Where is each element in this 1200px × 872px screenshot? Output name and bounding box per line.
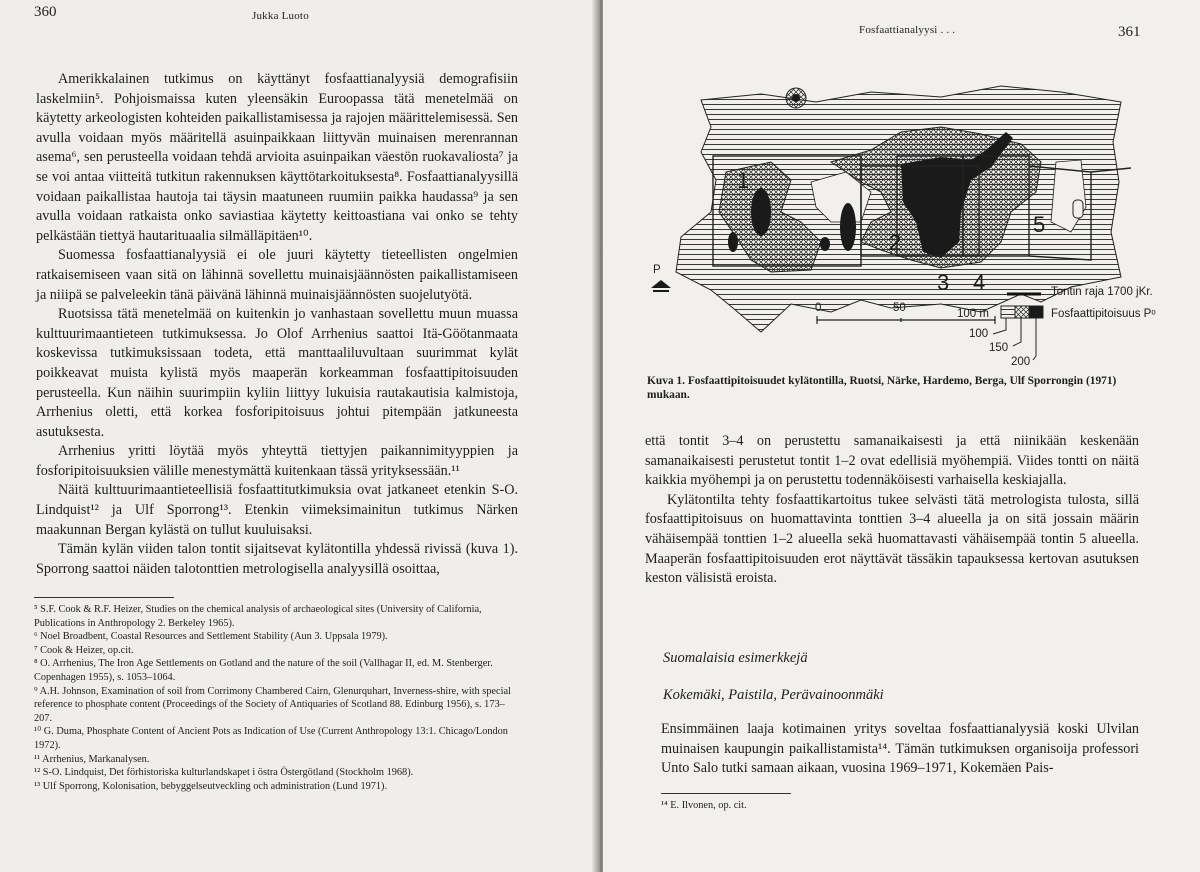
scale-tick-label: 0 xyxy=(815,302,822,314)
page-number: 361 xyxy=(1118,24,1141,40)
right-page xyxy=(603,0,1200,872)
footnote: ¹³ Ulf Sporrong, Kolonisation, bebyggelseutveckling och administration (Lund 1971). xyxy=(34,780,388,792)
legend-swatch-100 xyxy=(1001,306,1015,318)
paragraph: Amerikkalainen tutkimus on käyttänyt fosfaattianalyysiä demografisiin laskelmiin⁵. Pohjoismaissa kuten yleensäkin Euroopassa tätä menetelmää on käytetty arkeologisten kohteiden paikallistamisessa ja rajojen määrittelemisessä. Sen avulla voidaan myös määritellä asuinpaikkaan liittyvän muinaisen merenrannan asema⁶, sen perusteella voidaan tehdä arvioita asuinpaikan väestön ruokavaliosta⁷ ja se voi antaa viitteitä tutkitun rakennuksen käyttötarkoituksesta⁸. Fosfaattianalyysillä voidaan paikallistaa hautoja tai täysin maatuneen ruumiin paikka haudassa⁹ ja sen avulla voidaan ratkaista onko saviastiaa käytetty keittoastiana vai onko se tehty pelkästään tiettyä hautarituaalia silmälläpitäen¹⁰. xyxy=(36,71,518,244)
subsection-heading: Kokemäki, Paistila, Perävainoonmäki xyxy=(663,687,884,703)
body-text xyxy=(36,70,518,579)
paragraph: Arrhenius yritti löytää myös yhteyttä tiettyjen paikannimityyppien ja fosforipitoisuuksien välille menestymättä kuitenkaan tässä yrityksessään.¹¹ xyxy=(36,443,518,479)
plot-label: 2 xyxy=(889,230,902,255)
legend-value: 100 xyxy=(969,328,989,340)
phosphate-zone-200 xyxy=(792,94,800,102)
north-label: P xyxy=(653,264,661,276)
footnote: ⁵ S.F. Cook & R.F. Heizer, Studies on the chemical analysis of archaeological sites (University of California, Publications in Anthropology 2. Berkeley 1965). xyxy=(34,604,482,629)
legend-phosphate-label: Fosfaattipitoisuus Pᵒ xyxy=(1051,308,1156,320)
footnote: ¹⁰ G. Duma, Phosphate Content of Ancient Pots as Indication of Use (Current Anthropology 13:1. Chicago/London 1972). xyxy=(34,726,508,751)
footnote: ¹¹ Arrhenius, Markanalysen. xyxy=(34,753,150,765)
legend-value: 150 xyxy=(989,342,1009,354)
section-heading: Suomalaisia esimerkkejä xyxy=(663,650,808,666)
paragraph: Suomessa fosfaattianalyysiä ei ole juuri käytetty tieteellisten ongelmien ratkaisemiseen vaan sitä on lähinnä sovellettu muinaisjäännösten paikallistamiseen ja niiipä se palveleekin tänä päivänä lähinnä muinaisjäännösten suojelutyötä. xyxy=(36,247,518,303)
figure-caption: Kuva 1. Fosfaattipitoisuudet kylätontilla, Ruotsi, Närke, Hardemo, Berga, Ulf Sporrongin (1971) mukaan. xyxy=(647,375,1117,401)
paragraph: että tontit 3–4 on perustettu samanaikaisesti ja että niinikään keskenään samanaikaisesti perustetut tontit 1–2 ovat edellisiä myöhempiä. Viides tontti on näitä kaikkia myöhempi ja on perustettu todennäköisesti varhaisella keskiajalla. xyxy=(645,433,1139,489)
legend-leader xyxy=(1033,318,1036,360)
footnote-rule xyxy=(661,793,791,794)
page-number: 360 xyxy=(34,4,57,20)
running-head: Jukka Luoto xyxy=(252,10,309,22)
phosphate-map-figure xyxy=(641,72,1181,380)
paragraph: Ensimmäinen laaja kotimainen yritys soveltaa fosfaattianalyysiä koski Ulvilan muinaisen kaupungin paikallistamista¹⁴. Tämän tutkimuksen organisoija professori Unto Salo tutki samaan aikaan, vuosina 1969–1971, Kokemäen Pais- xyxy=(661,721,1139,777)
phosphate-zone-200 xyxy=(751,188,771,236)
scale-tick-label: 50 xyxy=(893,302,906,314)
footnote-rule xyxy=(34,597,174,598)
plot-label: 5 xyxy=(1033,212,1046,237)
phosphate-map xyxy=(641,72,1181,380)
legend-value: 200 xyxy=(1011,356,1031,368)
paragraph: Näitä kulttuurimaantieteellisiä fosfaattitutkimuksia ovat jatkaneet etenkin S-O. Lindquist¹² ja Ulf Sporrong¹³. Etenkin viimeksimainitun tutkimus Närken maakunnan Bergan kylästä on tullut kuuluisaksi. xyxy=(36,482,518,538)
plot-5-marker xyxy=(1073,200,1083,218)
paragraph: Tämän kylän viiden talon tontit sijaitsevat kylätontilla yhdessä rivissä (kuva 1). Sporrong saattoi näiden talotonttien metrologisella analyysillä osoittaa, xyxy=(36,541,518,577)
footnote: ⁶ Noel Broadbent, Coastal Resources and Settlement Stability (Aun 3. Uppsala 1979). xyxy=(34,631,388,643)
legend-boundary-label: Tontin raja 1700 jKr. xyxy=(1051,286,1153,298)
phosphate-zone-200 xyxy=(840,203,856,251)
scale-tick-label: 100 m xyxy=(957,308,989,320)
legend-swatch-200 xyxy=(1029,306,1043,318)
body-text xyxy=(645,432,1139,589)
footnote: ⁷ Cook & Heizer, op.cit. xyxy=(34,644,134,656)
paragraph: Kylätontilta tehty fosfaattikartoitus tukee selvästi tätä metrologista tulosta, sillä fosfaattipitoisuus on huomattavinta tonttien 3–4 alueella ja on sitä jossain määrin vähäisempää tonttien 1–2 alueella sekä huomattavasti vähäisempää tontin 5 alueella. Maaperän fosfaattipitoisuuden erot näyttävät tässäkin tapauksessa kertovan asutuksen keston välisistä eroista. xyxy=(645,491,1139,587)
body-text xyxy=(661,720,1139,779)
legend-leader xyxy=(1013,318,1021,346)
running-head: Fosfaattianalyysi . . . xyxy=(859,24,956,36)
footnote: ¹² S-O. Lindquist, Det förhistoriska kulturlandskapet i östra Östergötland (Stockholm 1968). xyxy=(34,767,414,779)
phosphate-zone-200 xyxy=(728,232,738,252)
footnotes xyxy=(34,603,520,793)
north-arrow-icon xyxy=(651,280,671,288)
footnote: ⁹ A.H. Johnson, Examination of soil from Corrimony Chambered Cairn, Glenurquhart, Inverness-shire, with special reference to phosphate content (Proceedings of the Society of Antiquaries of Scotland 88. Edinburg 1956), s. 173–207. xyxy=(34,685,511,724)
footnote: ⁸ O. Arrhenius, The Iron Age Settlements on Gotland and the nature of the soil (Vallhagar II, ed. M. Stenberger. Copenhagen 1955), s. 1053–1064. xyxy=(34,658,493,683)
paragraph: Ruotsissa tätä menetelmää on kuitenkin jo vanhastaan sovellettu muun muassa kulttuurimaantieteen tutkimuksessa. Jo Olof Arrhenius saattoi Itä-Göötanmaata koskevissa tutkimuksissaan todeta, että manttaaliluvultaan suurimmat kylät poikkeavat muista kylistä myös maaperän korkeamman fosfaattipitoisuuden perusteella. Kun näihin suurimpiin kyliin liittyy lukuisia rautakautisia kalmistoja, Arrhenius oletti, että korkea fosforipitoisuus johtui pitempään jatkuneesta asutuksesta. xyxy=(36,306,518,440)
plot-label: 1 xyxy=(737,168,750,193)
legend-swatch-150 xyxy=(1015,306,1029,318)
phosphate-zone-200 xyxy=(820,237,830,251)
plot-label: 4 xyxy=(973,270,986,295)
plot-label: 3 xyxy=(937,270,950,295)
footnote: ¹⁴ E. Ilvonen, op. cit. xyxy=(661,800,747,811)
left-page xyxy=(0,0,597,872)
